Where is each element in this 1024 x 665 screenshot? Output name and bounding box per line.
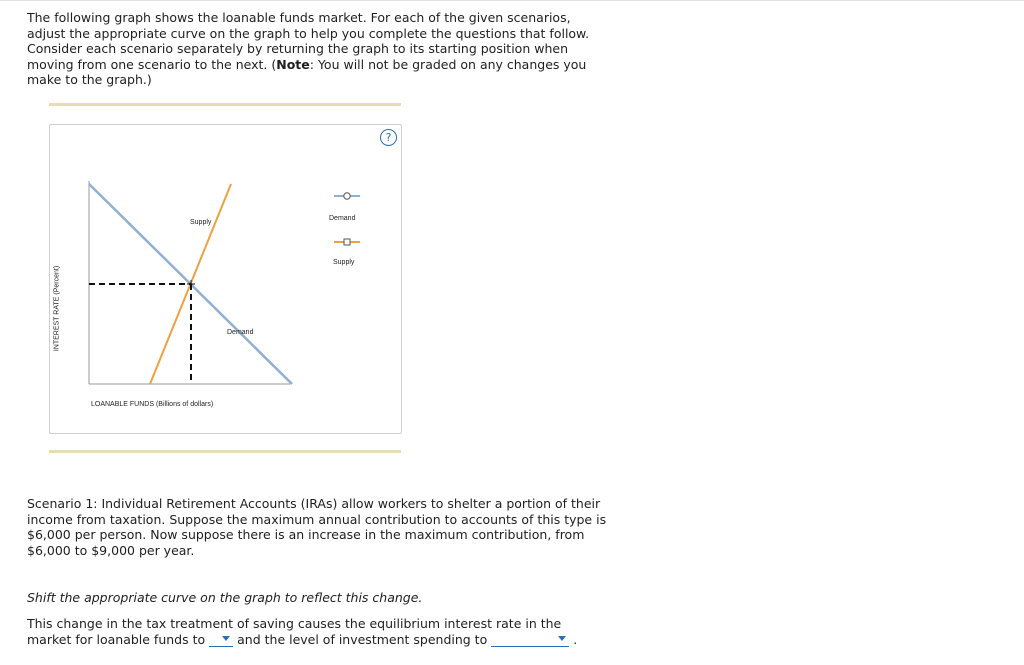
note-label: Note: [276, 56, 310, 72]
chevron-down-icon: [558, 636, 566, 641]
demand-curve-label: Demand: [227, 329, 254, 336]
graph-canvas: [50, 125, 401, 433]
instructions-paragraph: The following graph shows the loanable funds market. For each of the given scenarios, adjust the appropriate curve on the graph to help you complete the questions that follow. Consider each scenario separately by returning the graph to its starting position when moving from one scenario to the next. (Note: You will not be graded on any changes you make to the graph.): [27, 10, 590, 87]
square-marker-icon: [330, 236, 364, 248]
help-icon[interactable]: ?: [380, 129, 397, 146]
question-text: This change in the tax treatment of saving causes the equilibrium interest rate in the market for loanable funds to and the level of investment spending to .: [27, 616, 578, 647]
shift-instruction: Shift the appropriate curve on the graph to reflect this change.: [27, 590, 423, 605]
y-axis-label: INTEREST RATE (Percent): [53, 265, 61, 352]
graph-bottom-rule: [49, 450, 401, 453]
x-axis-label: LOANABLE FUNDS (Billions of dollars): [91, 401, 214, 408]
interest-rate-dropdown[interactable]: [209, 632, 233, 647]
scenario-text: Scenario 1: Individual Retirement Accounts (IRAs) allow workers to shelter a portion of their income from taxation. Suppose the maximum annual contribution to accounts of this type is $6,000 per person. Now suppose there is an increase in the maximum contribution, from $6,000 to $9,000 per year.: [27, 496, 607, 558]
supply-tool-label: Supply: [333, 259, 355, 266]
circle-marker-icon: [330, 190, 364, 202]
graph-top-rule: [49, 103, 401, 106]
chevron-down-icon: [222, 636, 230, 641]
top-divider: [0, 0, 1024, 1]
supply-curve-label: Supply: [190, 219, 212, 226]
supply-tool[interactable]: [330, 233, 364, 252]
investment-spending-dropdown[interactable]: [491, 632, 569, 647]
loanable-funds-graph[interactable]: [49, 124, 402, 434]
demand-tool[interactable]: [330, 187, 364, 206]
demand-tool-label: Demand: [329, 215, 356, 222]
